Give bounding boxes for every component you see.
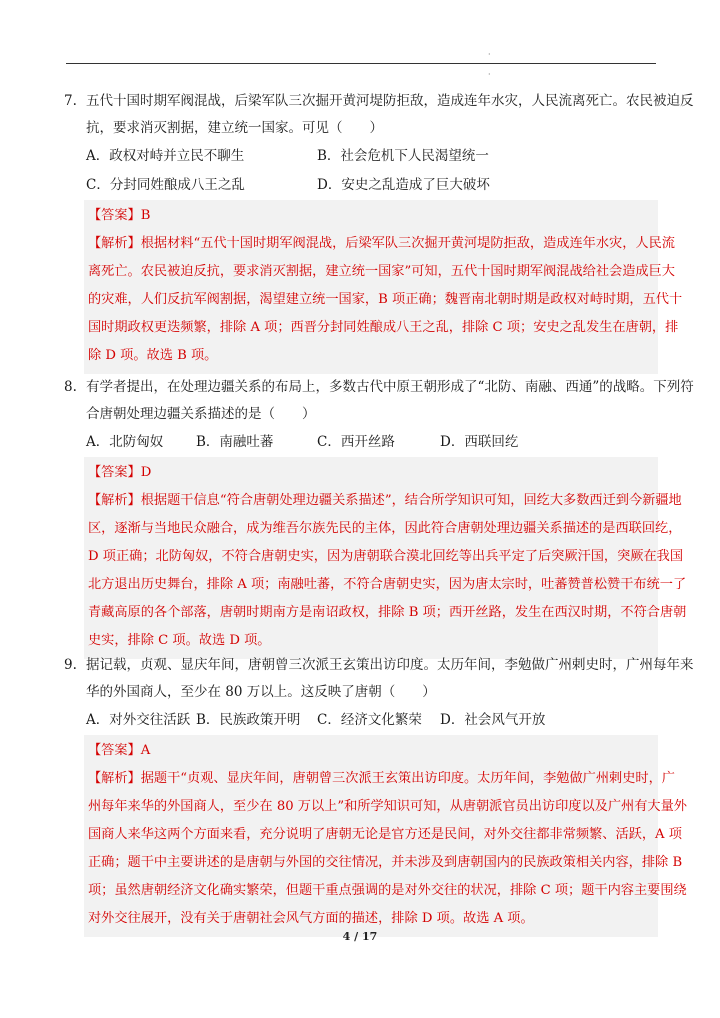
- analysis-line: 国商人来华这两个方面来看，充分说明了唐朝无论是官方还是民间，对外交往都非常频繁、活跃，A 项: [88, 827, 682, 842]
- header-dot-1: ·: [488, 50, 491, 59]
- question-number: 7.: [64, 93, 77, 109]
- header-dot-2: ·: [488, 70, 491, 79]
- question-number: 8.: [64, 379, 77, 395]
- header-rule: [66, 63, 656, 64]
- question-9: [64, 652, 694, 937]
- option-d: D．西联回纥: [440, 434, 519, 450]
- option-c: C．分封同姓酿成八王之乱: [86, 177, 245, 193]
- analysis-line: 【解析】据题干“贞观、显庆年间，唐朝曾三次派王玄策出访印度。太历年间，李勉做广州剌史时，广: [88, 771, 675, 786]
- analysis-line: 区，逐渐与当地民众融合，成为维吾尔族先民的主体，因此符合唐朝处理边疆关系描述的是西联回纥，: [88, 521, 682, 536]
- analysis-line: 【解析】根据题干信息“符合唐朝处理边疆关系描述”，结合所学知识可知，回纥大多数西迁到今新疆地: [88, 493, 682, 508]
- question-stem-line: 9. 据记载，贞观、显庆年间，唐朝曾三次派王玄策出访印度。太历年间，李勉做广州剌史时，广州每年来: [64, 652, 658, 679]
- options: [64, 142, 658, 200]
- analysis-line: 青藏高原的各个部落，唐朝时期南方是南诏政权，排除 B 项；西开丝路，发生在西汉时期，不符合唐朝: [88, 605, 687, 620]
- options: [64, 706, 658, 735]
- option-c: C．西开丝路: [317, 434, 395, 450]
- question-stem-line: 抗，要求消灭割据，建立统一国家。可见（ ）: [86, 120, 383, 136]
- option-a: A．北防匈奴: [86, 434, 164, 450]
- analysis-line: 对外交往展开，没有关于唐朝社会风气方面的描述，排除 D 项。故选 A 项。: [88, 911, 534, 926]
- analysis-line: D 项正确；北防匈奴，不符合唐朝史实，因为唐朝联合漠北回纥等出兵平定了后突厥汗国，突厥在我国: [88, 549, 684, 564]
- question-stem-line: 华的外国商人，至少在 80 万以上。这反映了唐朝（ ）: [86, 684, 436, 700]
- option-b: B．社会危机下人民渴望统一: [317, 148, 489, 164]
- question-stem-line: 7. 五代十国时期军阀混战，后梁军队三次掘开黄河堤防拒敌，造成连年水灾，人民流离死亡。农民被迫反: [64, 88, 658, 115]
- option-c: C．经济文化繁荣: [317, 712, 422, 728]
- option-b: B．民族政策开明: [196, 712, 301, 728]
- analysis-line: 离死亡。农民被迫反抗，要求消灭割据，建立统一国家”可知，五代十国时期军阀混战给社会造成巨大: [88, 264, 675, 279]
- question-stem-line: 8. 有学者提出，在处理边疆关系的布局上，多数古代中原王朝形成了“北防、南融、西通”的战略。下列符: [64, 374, 658, 401]
- option-d: D．社会风气开放: [440, 712, 546, 728]
- options: [64, 428, 658, 457]
- answer-box: [84, 735, 687, 937]
- option-b: B．南融吐蕃: [196, 434, 274, 450]
- analysis-line: 除 D 项。故选 B 项。: [88, 348, 218, 363]
- answer: 【答案】A: [88, 743, 151, 758]
- option-a: A．对外交往活跃: [86, 712, 191, 728]
- analysis-line: 国时期政权更迭频繁，排除 A 项；西晋分封同姓酿成八王之乱，排除 C 项；安史之乱发生在唐朝，排: [88, 320, 679, 335]
- question-8: [64, 374, 694, 659]
- option-a: A．政权对峙并立民不聊生: [86, 148, 245, 164]
- page-number: 4 / 17: [342, 930, 378, 943]
- answer-box: [84, 200, 683, 374]
- question-stem-line: 合唐朝处理边疆关系描述的是（ ）: [86, 406, 316, 422]
- question-7: [64, 88, 694, 374]
- answer: 【答案】D: [88, 465, 152, 480]
- answer: 【答案】B: [88, 208, 151, 223]
- analysis-line: 州每年来华的外国商人，至少在 80 万以上”和所学知识可知，从唐朝派官员出访印度以及广州有大量外: [88, 799, 687, 814]
- analysis-line: 北方退出历史舞台，排除 A 项；南融吐蕃，不符合唐朝史实，因为唐太宗时，吐蕃赞普松赞干布统一了: [88, 577, 687, 592]
- analysis-line: 【解析】根据材料“五代十国时期军阀混战，后梁军队三次掘开黄河堤防拒敌，造成连年水灾，人民流: [88, 236, 675, 251]
- answer-box: [84, 457, 687, 659]
- analysis-line: 的灾难，人们反抗军阀割据，渴望建立统一国家，B 项正确；魏晋南北朝时期是政权对峙时期，五代十: [88, 292, 683, 307]
- question-number: 9.: [64, 657, 77, 673]
- option-d: D．安史之乱造成了巨大破坏: [317, 177, 490, 193]
- analysis-line: 项；虽然唐朝经济文化确实繁荣，但题干重点强调的是对外交往的状况，排除 C 项；题干内容主要围绕: [88, 883, 687, 898]
- analysis-line: 史实，排除 C 项。故选 D 项。: [88, 633, 271, 648]
- analysis-line: 正确；题干中主要讲述的是唐朝与外国的交往情况，并未涉及到唐朝国内的民族政策相关内容，排除 B: [88, 855, 683, 870]
